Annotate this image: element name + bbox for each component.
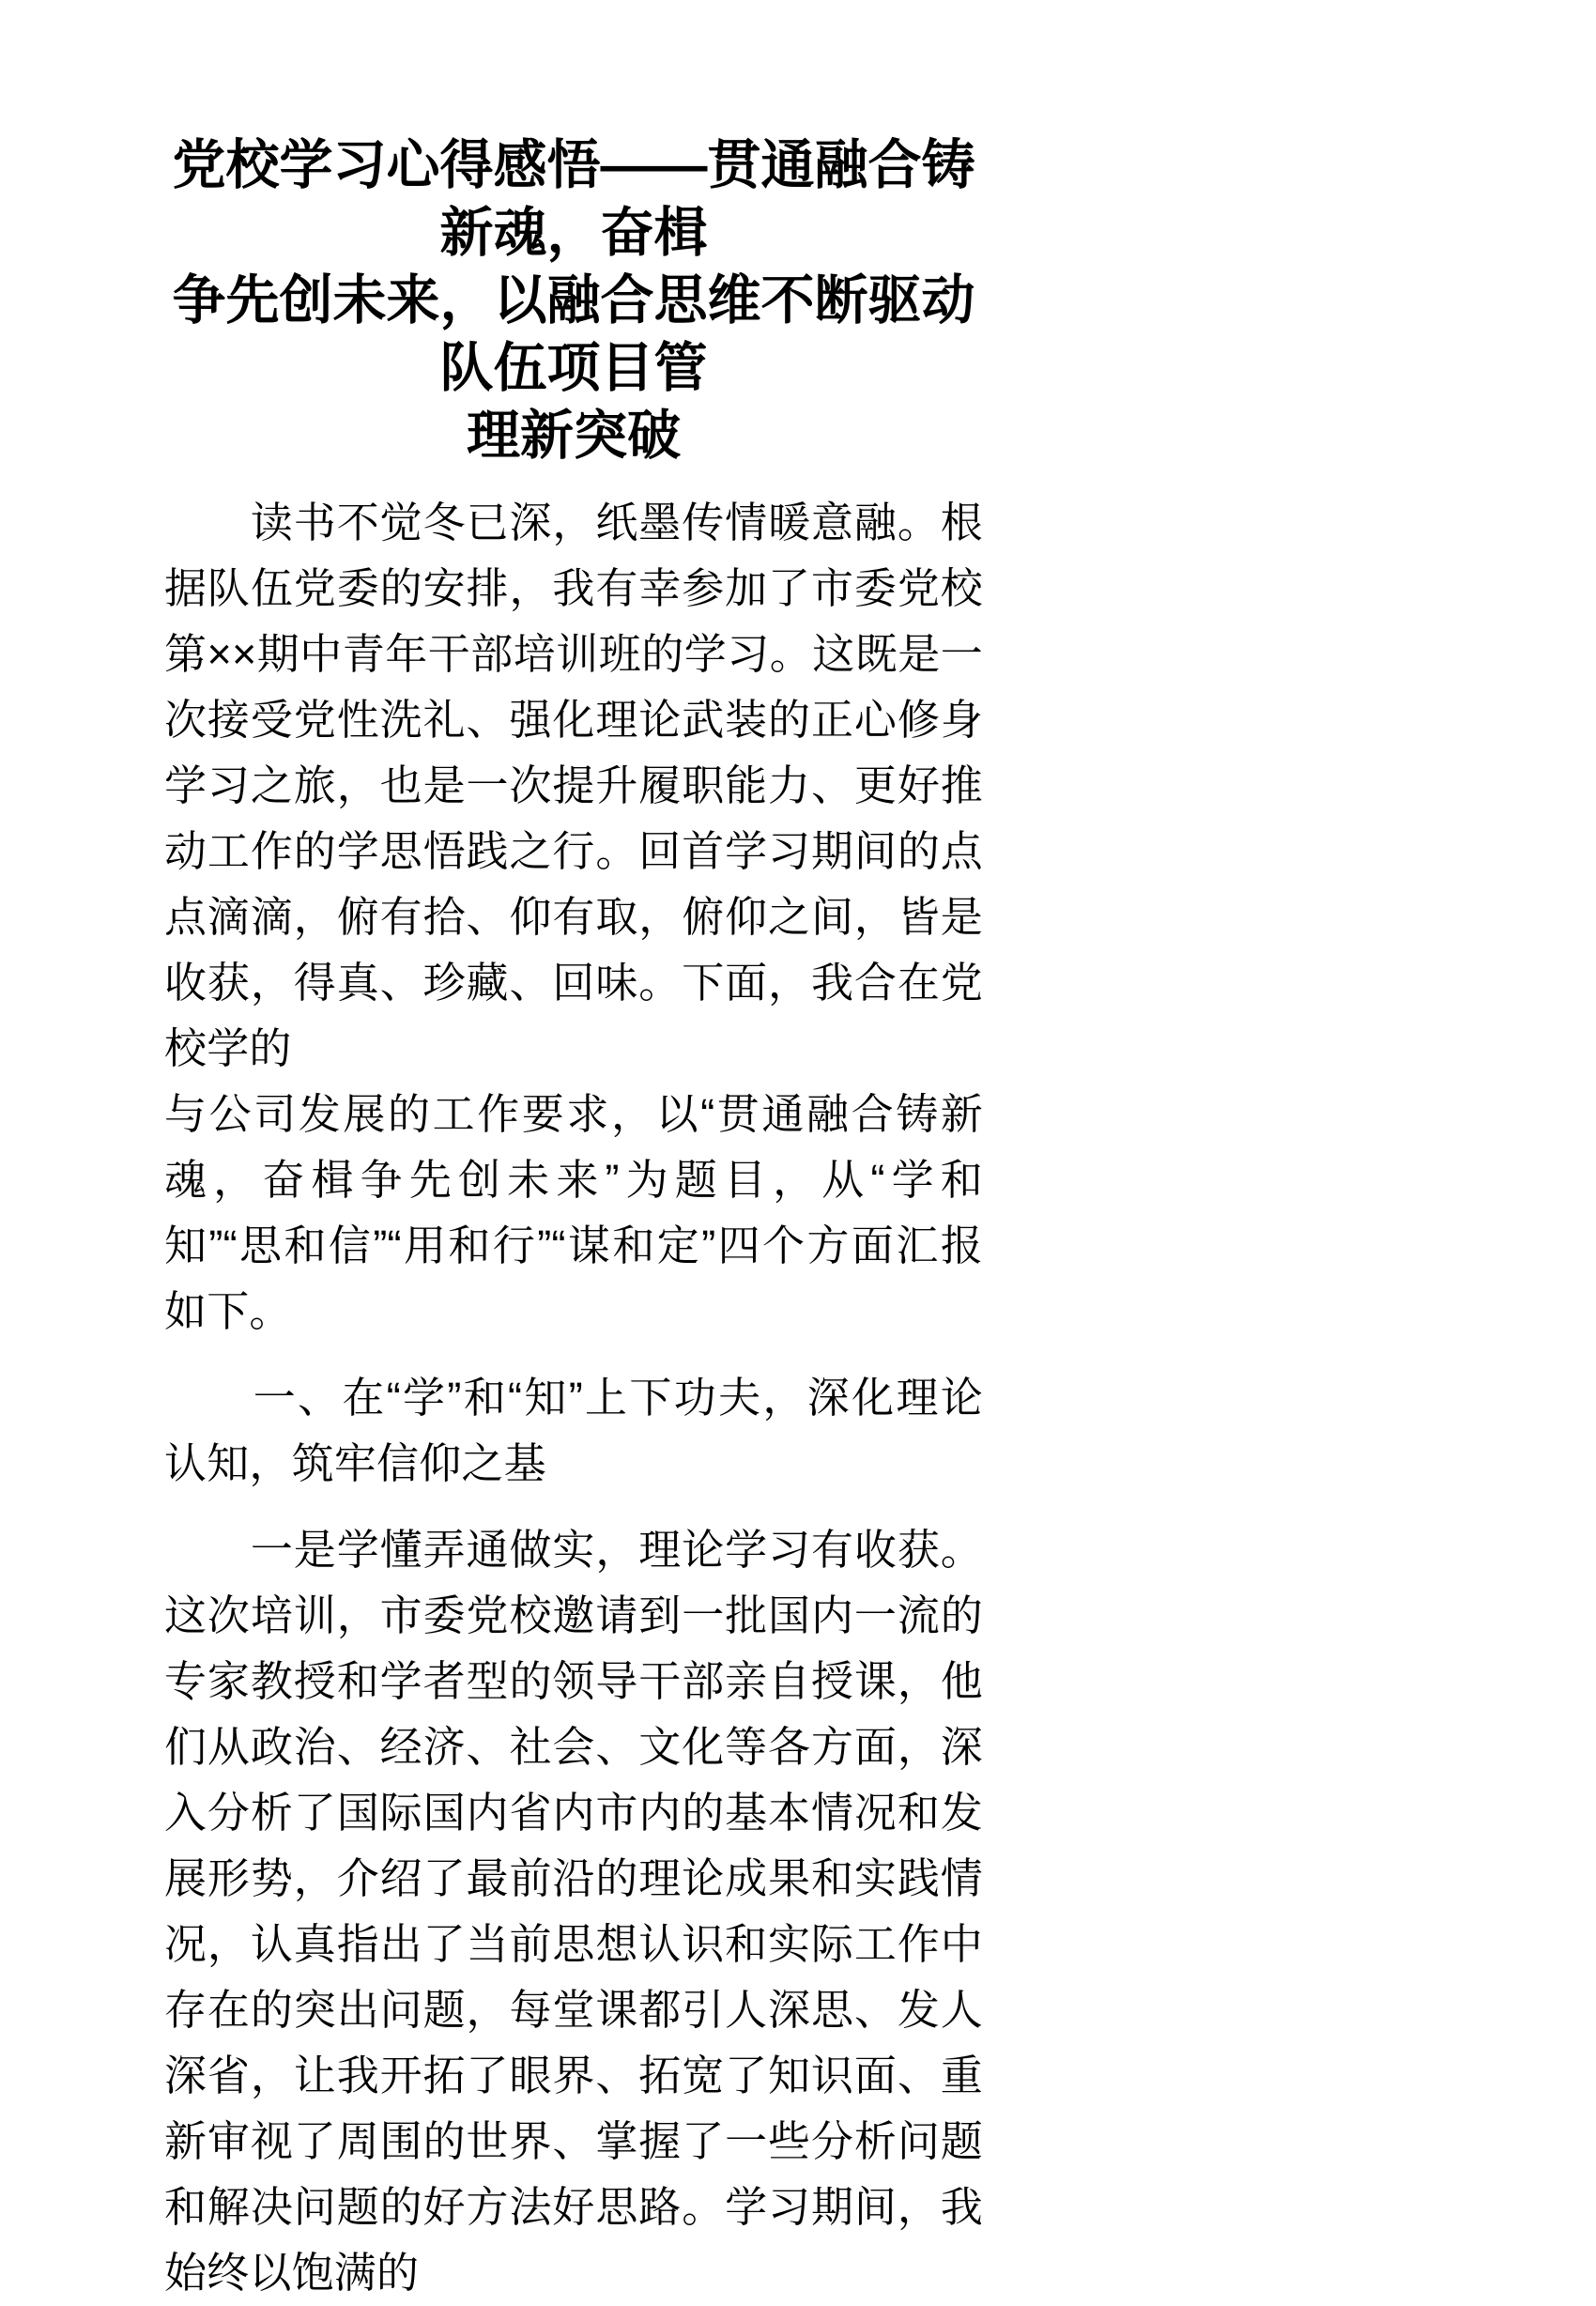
title-line-2: 争先创未来，以融合思维不断驱动队伍项目管 [172,270,975,398]
paragraph-body-1: 一是学懂弄通做实，理论学习有收获。这次培训，市委党校邀请到一批国内一流的专家教授和学者型的领导干部亲自授课，他们从政治、经济、社会、文化等各方面，深入分析了国际国内省内市内的基本情况和发展形势，介绍了最前沿的理论成果和实践情况，认真指出了当前思想认识和实际工作中存在的突出问题，每堂课都引人深思、发人深省，让我开拓了眼界、拓宽了知识面、重新审视了周围的世界、掌握了一些分析问题和解决问题的好方法好思路。学习期间，我始终以饱满的 [164,1526,983,2297]
section-heading-1: 一、在“学”和“知”上下功夫，深化理论认知，筑牢信仰之基 [164,1374,983,1487]
title-line-1: 党校学习心得感悟——贯通融合铸新魂，奋楫 [172,135,975,263]
paragraph-spacer [164,1345,983,1365]
paragraph-intro-1: 读书不觉冬已深，纸墨传情暖意融。根据队伍党委的安排，我有幸参加了市委党校第××期中青年干部培训班的学习。这既是一次接受党性洗礼、强化理论武装的正心修身学习之旅，也是一次提升履职能力、更好推动工作的学思悟践之行。回首学习期间的点点滴滴，俯有拾、仰有取，俯仰之间，皆是收获，得真、珍藏、回味。下面，我合在党校学的 [164,499,983,1072]
paragraph-intro-2: 与公司发展的工作要求，以“贯通融合铸新魂，奋楫争先创未来”为题目，从“学和知”“思和信”“用和行”“谋和定”四个方面汇报如下。 [164,1090,983,1335]
page-title [164,131,983,469]
document-content [164,131,983,2306]
paragraph-spacer [164,1497,983,1517]
title-line-3: 理新突破 [467,406,681,466]
